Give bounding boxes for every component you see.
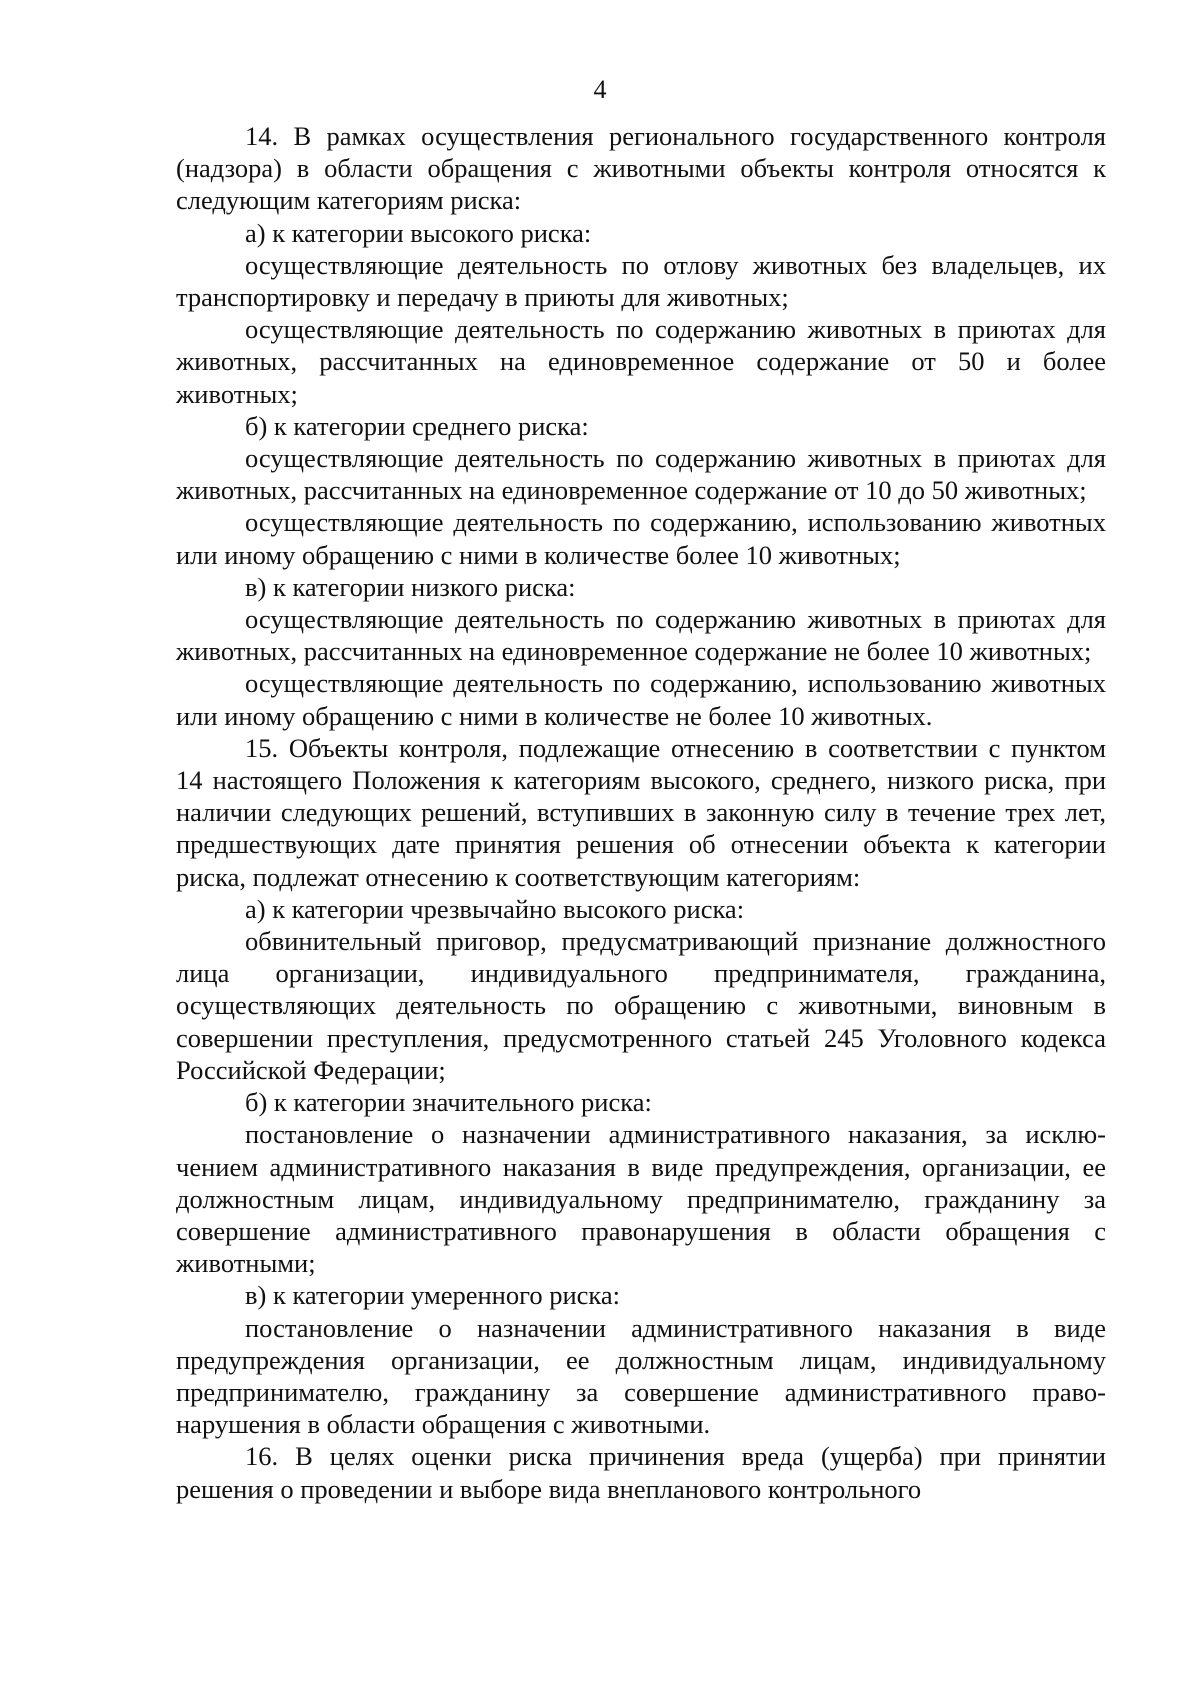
paragraph-15a-heading: а) к категории чрезвычайно высокого риска: <box>245 893 745 924</box>
paragraph-14b-heading: б) к категории среднего риска: <box>245 410 589 441</box>
paragraph-14a-heading: а) к категории высокого риска: <box>245 217 592 248</box>
paragraph-14b-item-1: осуществляющие деятельность по содержанию животных в приютах для животных, рассчитанных на единовременное содержание от 10 до 50 животных; <box>176 443 1106 506</box>
paragraph-15b-heading: б) к категории значительного риска: <box>245 1087 652 1118</box>
page-number: 4 <box>593 75 607 104</box>
paragraph-15: 15. Объекты контроля, подлежащие отнесению в соответствии с пунктом 14 настоящего Положения к категориям высокого, среднего, низкого риска, при наличии следующих решений, вступивших в законную силу в течение трех лет, предшествующих дате принятия решения об отнесении объекта к категории риска, подлежат отнесению к соответствующим категориям: <box>176 732 1106 892</box>
paragraph-15a-item: обвинительный приговор, предусматривающий признание должностного лица организации, индивидуального предпринимателя, гражданина, осуществляющих деятельность по обращению с животными, виновным в совершении преступления, предусмотренного статьей 245 Уголовного кодекса Российской Федерации; <box>176 926 1106 1085</box>
paragraph-14a-item-2: осуществляющие деятельность по содержанию животных в приютах для животных, рассчитанных на единовременное содержание от 50 и более животных; <box>176 314 1106 409</box>
paragraph-14: 14. В рамках осуществления регионального государственного контроля (надзора) в области обращения с животными объекты контроля относятся к следующим категориям риска: <box>176 121 1106 216</box>
paragraph-14c-item-1: осуществляющие деятельность по содержанию животных в приютах для животных, рассчитанных на единовременное содержание не более 10 животных; <box>176 604 1106 667</box>
paragraph-15b-item: постановление о назначении административного наказания, за исключением административного наказания в виде предупреждения, организации, ее должностным лицам, индивидуальному предпринимателю, гражданину за совершение административного правонарушения в области обращения с животными; <box>176 1119 1106 1279</box>
paragraph-14a-item-1: осуществляющие деятельность по отлову животных без владельцев, их транспортировку и передачу в приюты для животных; <box>176 249 1106 313</box>
document-body <box>176 120 1106 1505</box>
paragraph-14c-heading: в) к категории низкого риска: <box>245 571 576 602</box>
paragraph-16: 16. В целях оценки риска причинения вреда (ущерба) при принятии решения о проведении и выборе вида внепланового контрольного <box>176 1441 1106 1504</box>
paragraph-14b-item-2: осуществляющие деятельность по содержанию, использованию животных или иному обращению с ними в количестве более 10 животных; <box>176 507 1106 570</box>
paragraph-15c-heading: в) к категории умеренного риска: <box>245 1280 620 1311</box>
paragraph-15c-item: постановление о назначении административного наказания в виде предупреждения организации, ее должностным лицам, индивидуальному предпринимателю, гражданину за совершение административного правонарушения в области обращения с животными. <box>176 1312 1106 1440</box>
paragraph-14c-item-2: осуществляющие деятельность по содержанию, использованию животных или иному обращению с ними в количестве не более 10 животных. <box>176 668 1106 731</box>
